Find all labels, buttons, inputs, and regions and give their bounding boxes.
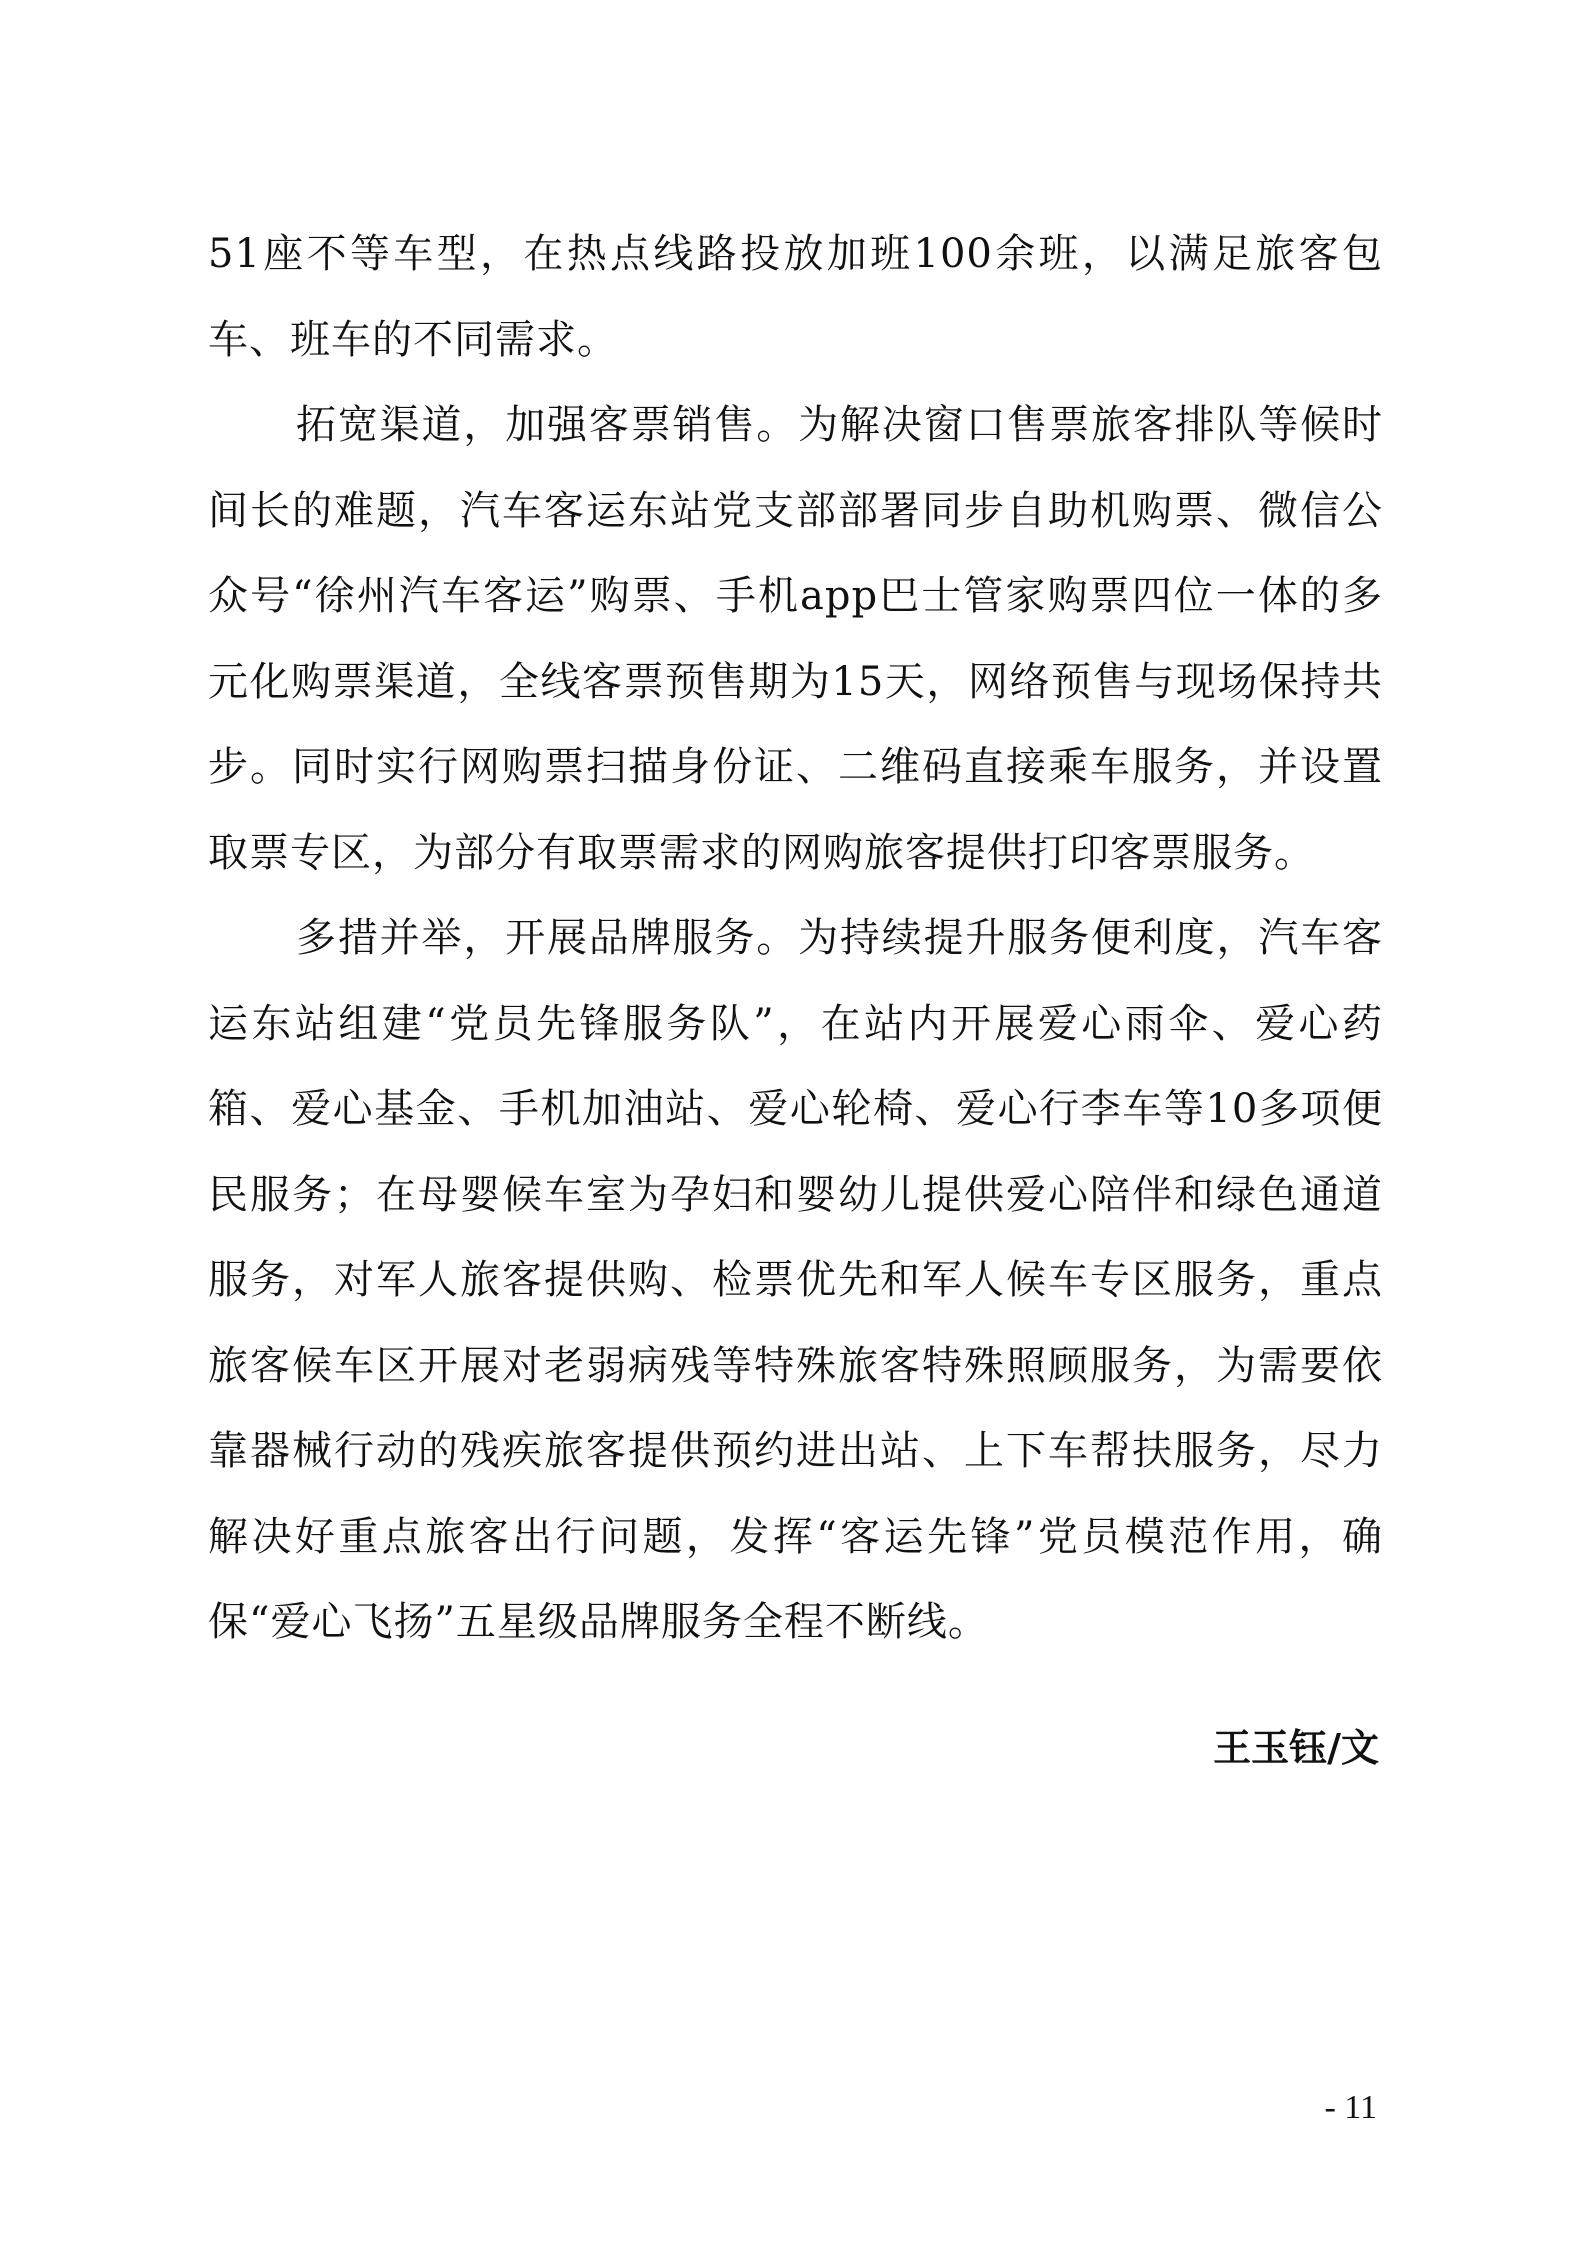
paragraph-ticket-sales: 拓宽渠道，加强客票销售。为解决窗口售票旅客排队等候时间长的难题，汽车客运东站党支部部署同步自助机购票、微信公众号“徐州汽车客运”购票、手机app巴士管家购票四位一体的多元化购票渠道，全线客票预售期为15天，网络预售与现场保持共步。同时实行网购票扫描身份证、二维码直接乘车服务，并设置取票专区，为部分有取票需求的网购旅客提供打印客票服务。	[208, 402, 1383, 876]
paragraph-brand-service: 多措并举，开展品牌服务。为持续提升服务便利度，汽车客运东站组建“党员先锋服务队”，在站内开展爱心雨伞、爱心药箱、爱心基金、手机加油站、爱心轮椅、爱心行李车等10多项便民服务；在母婴候车室为孕妇和婴幼儿提供爱心陪伴和绿色通道服务，对军人旅客提供购、检票优先和军人候车专区服务，重点旅客候车区开展对老弱病残等特殊旅客特殊照顾服务，为需要依靠器械行动的残疾旅客提供预约进出站、上下车帮扶服务，尽力解决好重点旅客出行问题，发挥“客运先锋”党员模范作用，确保“爱心飞扬”五星级品牌服务全程不断线。	[208, 915, 1383, 1645]
author-byline: 王玉钰/文	[1213, 1726, 1379, 1770]
page-number: - 11	[1324, 2089, 1377, 2126]
article-body	[208, 212, 1383, 1666]
paragraph-continuation: 51座不等车型，在热点线路投放加班100余班，以满足旅客包车、班车的不同需求。	[208, 231, 1383, 363]
